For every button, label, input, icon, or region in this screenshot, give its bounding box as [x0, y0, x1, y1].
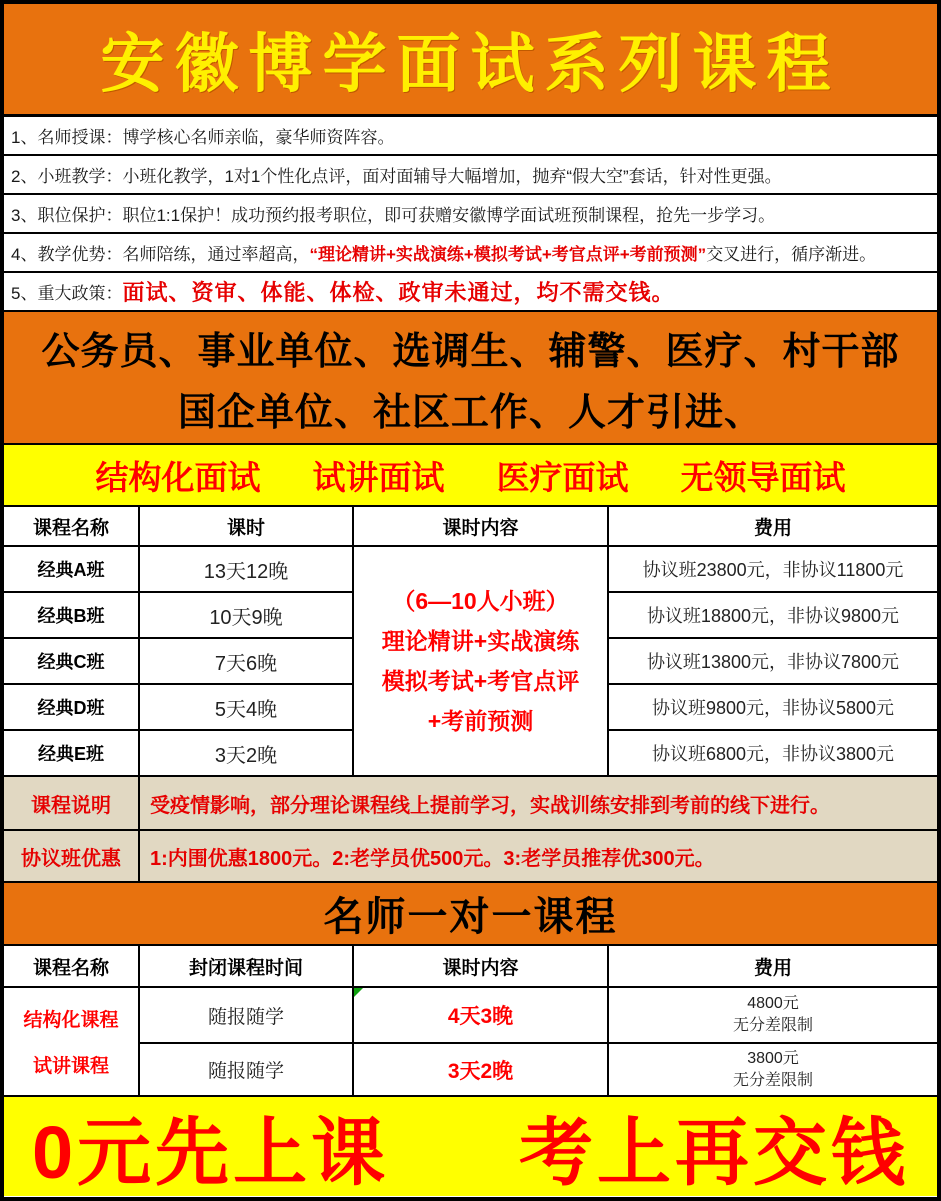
- course-duration: [354, 988, 607, 1042]
- course-name-line: 试讲课程: [32, 1055, 109, 1077]
- content-line: （6—10人小班）: [392, 588, 569, 614]
- course-fee: [609, 1044, 937, 1095]
- feature-row-1: [4, 117, 937, 154]
- course-fee: 协议班23800元，非协议11800元: [609, 547, 937, 591]
- feature-text: 交叉进行，循序渐进。: [706, 245, 877, 264]
- one-on-one-title: 名师一对一课程: [323, 895, 618, 939]
- course-name: 经典B班: [4, 593, 138, 637]
- feature-highlight: “理论精讲+实战演练+模拟考试+考官点评+考前预测”: [309, 245, 707, 264]
- interview-type: 医疗面试: [496, 458, 629, 496]
- audience-line-2: 国企单位、社区工作、人才引进、: [177, 391, 763, 434]
- fee-condition: 无分差限制: [732, 1071, 813, 1089]
- footer-slogan-left: 0元先上课: [32, 1110, 390, 1194]
- one-on-one-table: [4, 946, 937, 1097]
- interview-types-bar: [4, 445, 937, 505]
- column-header-content: 课时内容: [354, 507, 607, 545]
- poster-title: 安徽博学面试系列课程: [100, 29, 841, 100]
- one-on-one-title-bar: [4, 883, 937, 946]
- column-header-fee: 费用: [609, 946, 937, 986]
- feature-row-4: [4, 234, 937, 271]
- one-on-one-course-names: [4, 988, 138, 1095]
- column-header-schedule: 封闭课程时间: [140, 946, 352, 986]
- interview-type: 无领导面试: [680, 458, 846, 496]
- course-fee: 协议班13800元，非协议7800元: [609, 639, 937, 683]
- interview-type: 试讲面试: [312, 458, 445, 496]
- course-name-line: 结构化课程: [23, 1010, 119, 1032]
- course-hours: 13天12晚: [140, 547, 352, 591]
- footer-banner: [4, 1097, 937, 1196]
- course-fee: 协议班18800元，非协议9800元: [609, 593, 937, 637]
- title-banner: [4, 4, 937, 117]
- course-hours: 7天6晚: [140, 639, 352, 683]
- audience-banner: [4, 312, 937, 445]
- audience-line-1: 公务员、事业单位、选调生、辅警、医疗、村干部: [41, 330, 900, 373]
- column-header-course-name: 课程名称: [4, 946, 138, 986]
- content-line: 理论精讲+实战演练: [381, 628, 580, 654]
- course-content-merged-cell: [354, 547, 607, 775]
- course-schedule: 随报随学: [140, 1044, 352, 1095]
- note-text: 受疫情影响，部分理论课程线上提前学习，实战训练安排到考前的线下进行。: [140, 777, 937, 829]
- course-name: 经典D班: [4, 685, 138, 729]
- footer-slogan-right: 考上再交钱: [519, 1110, 909, 1194]
- fee-condition: 无分差限制: [732, 1017, 813, 1034]
- course-table: [4, 505, 937, 775]
- content-line: +考前预测: [427, 708, 534, 734]
- course-fee: [609, 988, 937, 1042]
- course-hours: 10天9晚: [140, 593, 352, 637]
- feature-list: [4, 117, 937, 312]
- feature-text: 5、重大政策：: [11, 284, 123, 303]
- fee-amount: 3800元: [747, 1049, 799, 1067]
- feature-row-5: [4, 273, 937, 310]
- fee-amount: 4800元: [747, 995, 799, 1012]
- note-label: 协议班优惠: [4, 831, 138, 881]
- note-rows: [4, 775, 937, 883]
- column-header-content: 课时内容: [354, 946, 607, 986]
- duration-text: 3天2晚: [447, 1059, 514, 1083]
- course-fee: 协议班9800元，非协议5800元: [609, 685, 937, 729]
- course-name: 经典A班: [4, 547, 138, 591]
- column-header-fee: 费用: [609, 507, 937, 545]
- feature-row-2: [4, 156, 937, 193]
- course-duration: [354, 1044, 607, 1095]
- note-text: 1:内围优惠1800元。2:老学员优500元。3:老学员推荐优300元。: [140, 831, 937, 881]
- feature-highlight: 面试、资审、体能、体检、政审未通过，均不需交钱。: [122, 280, 675, 305]
- feature-text: 4、教学优势：名师陪练，通过率超高，: [11, 245, 310, 264]
- feature-text: 1、名师授课：博学核心名师亲临，豪华师资阵容。: [11, 128, 395, 147]
- duration-text: 4天3晚: [447, 1005, 514, 1028]
- column-header-hours: 课时: [140, 507, 352, 545]
- course-hours: 5天4晚: [140, 685, 352, 729]
- feature-text: 3、职位保护：职位1:1保护！成功预约报考职位，即可获赠安徽博学面试班预制课程，抢先一步学习。: [11, 206, 776, 225]
- content-line: 模拟考试+考官点评: [381, 668, 580, 694]
- course-hours: 3天2晚: [140, 731, 352, 775]
- course-name: 经典C班: [4, 639, 138, 683]
- course-name: 经典E班: [4, 731, 138, 775]
- course-fee: 协议班6800元，非协议3800元: [609, 731, 937, 775]
- feature-text: 2、小班教学：小班化教学，1对1个性化点评，面对面辅导大幅增加，抛弃“假大空”套话，针对性更强。: [11, 167, 782, 186]
- feature-row-3: [4, 195, 937, 232]
- course-schedule: 随报随学: [140, 988, 352, 1042]
- note-label: 课程说明: [4, 777, 138, 829]
- cell-corner-marker: [354, 988, 363, 997]
- interview-type: 结构化面试: [95, 458, 261, 496]
- column-header-course-name: 课程名称: [4, 507, 138, 545]
